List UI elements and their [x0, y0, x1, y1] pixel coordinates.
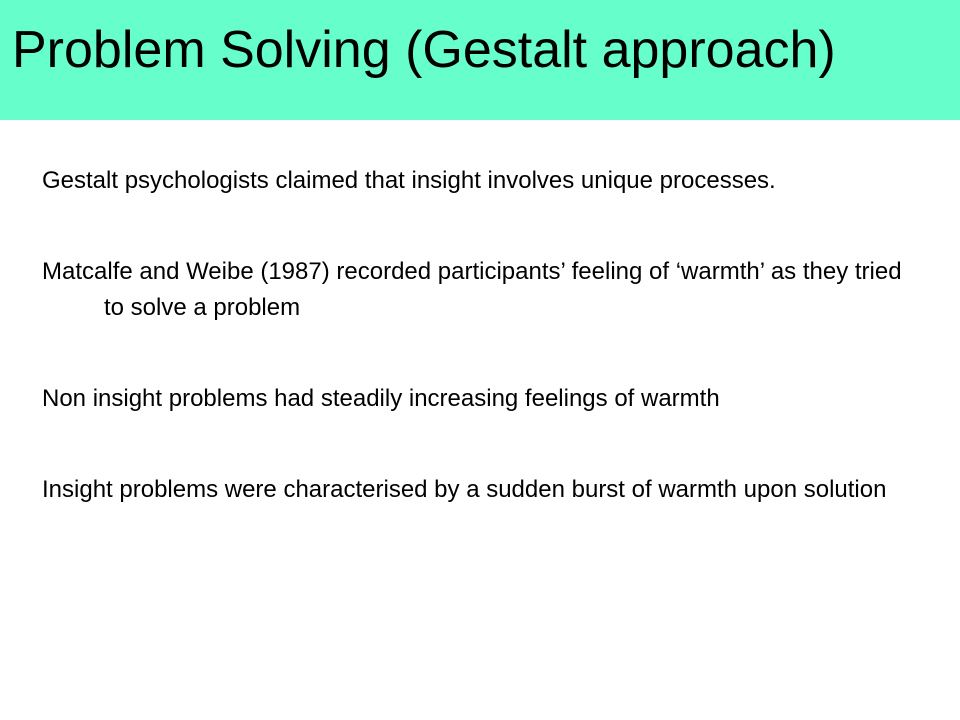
bullet-matcalfe-weibe: Matcalfe and Weibe (1987) recorded participants’ feeling of ‘warmth’ as they tried to solve a problem [42, 258, 902, 321]
bullet-insight: Insight problems were characterised by a sudden burst of warmth upon solution [42, 476, 887, 503]
bullet-non-insight: Non insight problems had steadily increasing feelings of warmth [42, 385, 720, 412]
bullet-list [42, 163, 912, 508]
bullet-gestalt-claim: Gestalt psychologists claimed that insight involves unique processes. [42, 167, 776, 194]
slide-title: Problem Solving (Gestalt approach) [12, 21, 836, 79]
title-banner [0, 0, 960, 120]
